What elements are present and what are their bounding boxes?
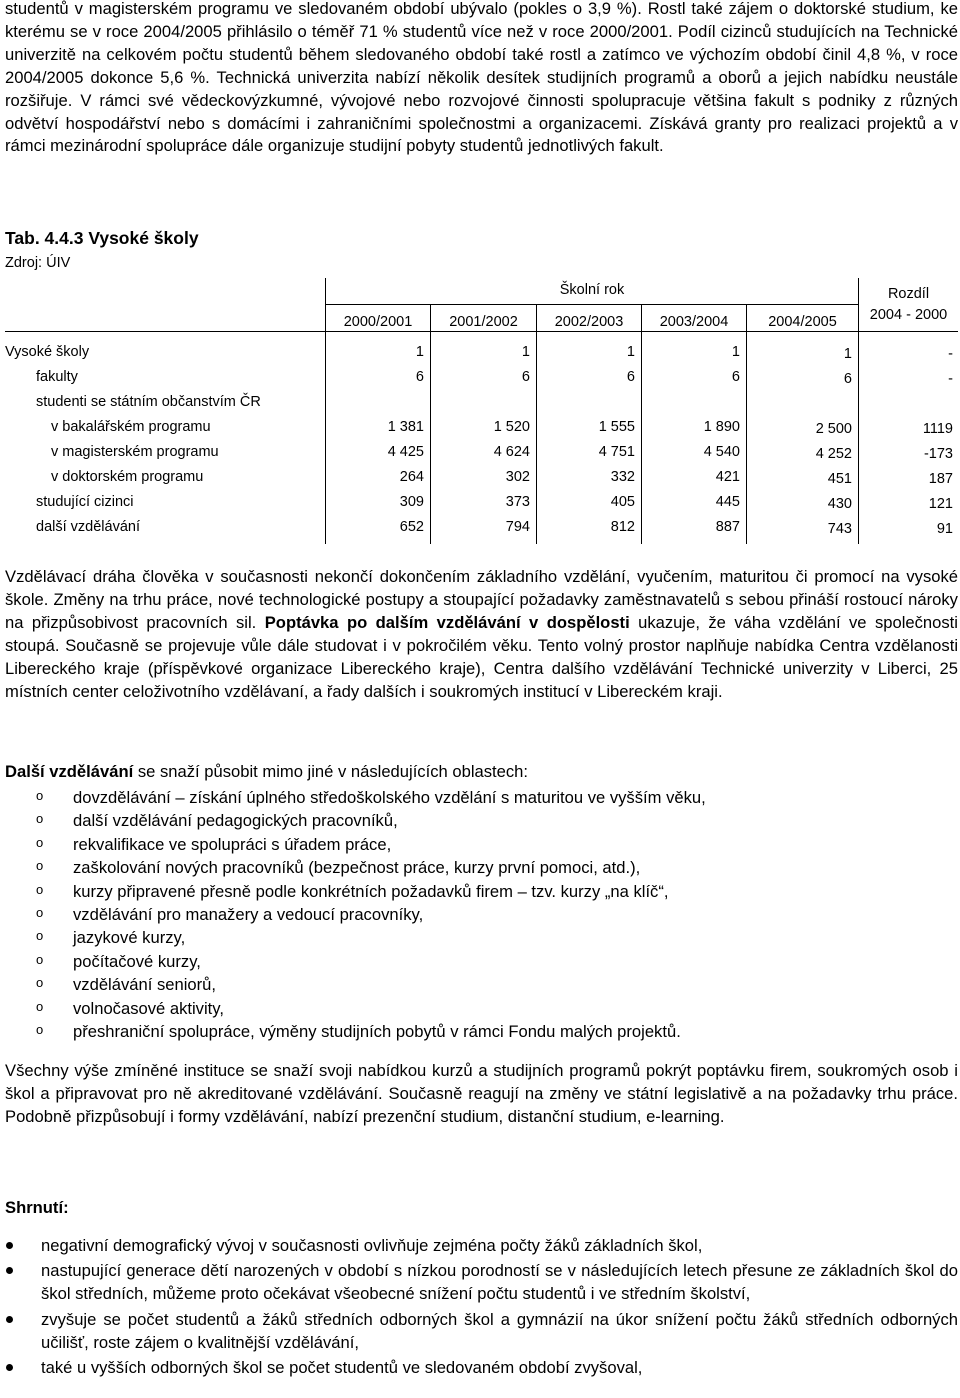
circle-bullet-icon: o — [36, 904, 44, 920]
emphasis: Poptávka po dalším — [264, 612, 429, 632]
list-item-text: další vzdělávání pedagogických pracovníků, — [73, 811, 398, 831]
list-item-text: vzdělávání seniorů, — [73, 975, 216, 995]
list-item — [5, 926, 706, 949]
text: zaměstnavatelů s sebou přináší rostoucí nároky na přizpůsobivost pracovních sil. — [5, 589, 958, 632]
table-cell: 812 — [610, 519, 635, 535]
year-header: 2004/2005 — [768, 314, 837, 330]
circle-bullet-icon: o — [36, 1021, 44, 1037]
table-cell: 4 425 — [387, 444, 424, 460]
difference-cell: -173 — [923, 446, 953, 462]
table-cell: 445 — [715, 494, 740, 510]
difference-cell: - — [948, 346, 953, 362]
text: Vzdělávací dráha člověka v současnosti nekončí dokončením základního vzdělání, vyučením, maturitou — [5, 567, 789, 586]
table-cell: 332 — [610, 469, 635, 485]
text: soukromých osob i škol a připravovat pro ně akreditované vzdělávání. Současně reagují na změny ve státní — [5, 1061, 958, 1103]
summary-item-text: zvyšuje se počet studentů a žáků středních odborných škol a gymnázií na úkor snížení počtu žáků středních odborných učilišť, roste zájem o kvalitnější vzdělávání, — [41, 1309, 958, 1352]
summary-item — [5, 1234, 958, 1257]
difference-cell: 1119 — [922, 421, 953, 437]
difference-header: Rozdíl — [887, 286, 930, 302]
list-item — [5, 786, 706, 809]
table-cell: 743 — [827, 521, 852, 537]
list-item-text: zaškolování nových pracovníků (bezpečnost práce, kurzy první pomoci, atd.), — [73, 858, 641, 878]
difference-cell: 187 — [928, 471, 953, 487]
table-cell: 887 — [715, 519, 740, 535]
circle-bullet-icon: o — [36, 788, 44, 803]
table-cell: 6 — [843, 371, 852, 387]
intro-line: granty pro realizaci projektů a v rámci mezinárodní spolupráce dále organizuje studijní pobyty studentů — [5, 113, 958, 156]
row-label: další vzdělávání — [36, 519, 140, 535]
text: dále studovat i v pokročilém věku. Tento volný prostor naplňuje nabídka Centra vzdělanosti Libereckého — [5, 635, 959, 678]
emphasis: Další vzdělávání — [5, 762, 134, 781]
difference-range-header: 2004 - 2000 — [869, 307, 948, 323]
school-year-header: Školní rok — [559, 282, 625, 298]
list-item-text: počítačové kurzy, — [73, 951, 201, 971]
row-label: fakulty — [36, 369, 78, 385]
education-paragraph — [5, 566, 958, 703]
text: legislativě a na požadavky trhu práce. Podobně přizpůsobují i formy vzdělávání, nabízí prezenční studium, — [5, 1083, 958, 1126]
table-cell: 6 — [731, 369, 740, 385]
list-item — [5, 997, 706, 1020]
text: kraje (příspěvkové organizace Libereckého kraje), Centra dalšího vzdělávání Technické univerzity — [103, 658, 853, 678]
text: v Liberci, 25 místních center celoživotního vzdělávaní, a řady dalších i soukromých institucí v Libereckém — [5, 658, 958, 701]
row-label: v doktorském programu — [51, 469, 204, 485]
list-item — [5, 856, 706, 879]
table-cell: 264 — [399, 469, 424, 485]
table-cell: 1 — [415, 344, 424, 360]
further-education-intro — [5, 762, 528, 782]
table-cell: 1 520 — [493, 419, 530, 435]
list-item — [5, 950, 706, 973]
year-group-rule — [325, 304, 858, 305]
header-bottom-rule — [5, 331, 958, 332]
table-cell: 6 — [521, 369, 530, 385]
table-cell: 302 — [505, 469, 530, 485]
table-cell: 1 — [843, 346, 852, 362]
table-cell: 405 — [610, 494, 635, 510]
table-title: Tab. 4.4.3 Vysoké školy — [5, 228, 199, 248]
list-item — [5, 973, 706, 996]
list-item-text: kurzy připravené přesně podle konkrétních požadavků firem – tzv. kurzy „na klíč“, — [73, 881, 669, 901]
intro-line: o doktorské studium, ke kterému se v roce 2004/2005 přihlásilo o téměř 71 % studentů více než v roce — [5, 0, 958, 41]
table-cell: 1 — [626, 344, 635, 360]
table-cell: 1 381 — [387, 419, 424, 435]
summary-item — [5, 1356, 958, 1379]
circle-bullet-icon: o — [36, 928, 44, 944]
table-cell: 4 252 — [815, 446, 852, 462]
bullet-icon — [6, 1267, 13, 1274]
row-label: studenti se státním občanstvím ČR — [36, 394, 261, 410]
row-label: studující cizinci — [36, 494, 134, 510]
summary-item-text: negativní demografický vývoj v současnosti ovlivňuje zejména počty žáků základních škol, — [41, 1236, 703, 1255]
intro-line: studentů v magisterském programu ve sledovaném období ubývalo (pokles o 3,9 %). Rostl také zájem — [5, 0, 773, 18]
list-item-text: přeshraniční spolupráce, výměny studijních pobytů v rámci Fondu malých projektů. — [73, 1021, 681, 1041]
table-cell: 4 751 — [598, 444, 635, 460]
summary-list — [5, 1234, 958, 1381]
text: kraji. — [687, 681, 723, 701]
table-cell: 4 540 — [703, 444, 740, 460]
summary-item-text: nastupující generace dětí narozených v období s nízkou porodností se v následujících letech přesune ze základních škol do škol středních, můžeme proto očekávat všeobecné snížení počtu studentů i ve středním školství, — [41, 1261, 958, 1304]
difference-cell: 121 — [928, 496, 953, 512]
table-cell: 1 — [521, 344, 530, 360]
intro-paragraph — [5, 0, 958, 158]
list-item-text: dovzdělávání – získání úplného středoškolského vzdělání s maturitou ve vyšším věku, — [73, 788, 706, 807]
circle-bullet-icon: o — [36, 998, 44, 1014]
intro-line: V rámci své vědeckovýzkumné, vývojové nebo rozvojové činnosti spolupracuje většina fakult s podniky — [80, 90, 876, 110]
list-item — [5, 1020, 706, 1043]
list-item — [5, 903, 706, 926]
difference-cell: 91 — [936, 521, 953, 537]
text: se snaží působit mimo jiné v následujících oblastech: — [137, 762, 528, 781]
table-source: Zdroj: ÚIV — [5, 255, 71, 271]
list-item — [5, 833, 706, 856]
circle-bullet-icon: o — [36, 811, 44, 827]
table-cell: 794 — [505, 519, 530, 535]
text: distanční studium, e-learning. — [507, 1106, 725, 1126]
circle-bullet-icon: o — [36, 858, 44, 874]
university-stats-table — [5, 278, 958, 546]
summary-heading: Shrnutí: — [5, 1198, 69, 1217]
table-cell: 1 555 — [598, 419, 635, 435]
row-label: v bakalářském programu — [51, 419, 211, 435]
table-cell: 1 — [731, 344, 740, 360]
text: či promocí na vysoké škole. Změny na trhu práce, nové technologické postupy a stoupající požadavky — [5, 567, 958, 609]
table-cell: 6 — [626, 369, 635, 385]
bullet-icon — [6, 1364, 13, 1371]
year-header: 2000/2001 — [343, 314, 413, 330]
intro-line: 2000/2001. Podíl cizinců studujících na Technické univerzitě na celkovém počtu studentů během — [5, 21, 958, 64]
circle-bullet-icon: o — [36, 834, 44, 850]
circle-bullet-icon: o — [36, 975, 44, 991]
summary-item — [5, 1308, 958, 1354]
text: Všechny výše zmíněné instituce se snaží svoji nabídkou kurzů a studijních programů pokrýt poptávku firem, — [5, 1061, 812, 1080]
intro-line: jednotlivých fakult. — [528, 136, 664, 156]
table-cell: 430 — [827, 496, 852, 512]
year-header: 2003/2004 — [659, 314, 729, 330]
table-cell: 6 — [415, 369, 424, 385]
list-item-text: rekvalifikace ve spolupráci s úřadem práce, — [73, 834, 392, 854]
year-header: 2001/2002 — [449, 314, 518, 330]
summary-item — [5, 1259, 958, 1305]
table-cell: 451 — [827, 471, 852, 487]
row-label: v magisterském programu — [51, 444, 219, 460]
intro-line: sledovaného období také rostl a zatímco ve výchozím období činil 4,8 %, v roce 2004/2005 dokonce 5,6 %. — [5, 44, 958, 87]
list-item — [5, 880, 706, 903]
further-education-list — [5, 786, 706, 1043]
list-item-text: vzdělávání pro manažery a vedoucí pracovníky, — [73, 904, 424, 924]
intro-line: Technická univerzita nabízí několik desítek studijních programů a oborů a jejich nabídku neustále rozšiřuje. — [5, 67, 958, 110]
table-cell: 309 — [399, 494, 424, 510]
circle-bullet-icon: o — [36, 951, 44, 967]
table-cell: 373 — [505, 494, 530, 510]
list-item-text: volnočasové aktivity, — [73, 998, 224, 1018]
institutions-paragraph — [5, 1060, 958, 1129]
list-item-text: jazykové kurzy, — [73, 928, 186, 948]
table-cell: 421 — [715, 469, 740, 485]
table-cell: 652 — [399, 519, 424, 535]
emphasis: vzdělávání v dospělosti — [436, 612, 630, 632]
table-cell: 2 500 — [815, 421, 852, 437]
bullet-icon — [6, 1316, 13, 1323]
circle-bullet-icon: o — [36, 881, 44, 897]
list-item — [5, 809, 706, 832]
bullet-icon — [6, 1242, 13, 1249]
year-header: 2002/2003 — [554, 314, 624, 330]
row-label: Vysoké školy — [5, 344, 90, 360]
table-cell: 1 890 — [703, 419, 740, 435]
intro-line: z různých odvětví hospodářství nebo s domácími i zahraničními společnostmi a organizacemi. Získává — [5, 90, 958, 133]
table-cell: 4 624 — [493, 444, 530, 460]
difference-cell: - — [948, 371, 953, 387]
summary-item-text: také u vyšších odborných škol se počet studentů ve sledovaném období zvyšoval, — [41, 1358, 643, 1378]
text: ukazuje, že váha vzdělání ve společnosti stoupá. Současně se projevuje vůle — [5, 612, 958, 655]
